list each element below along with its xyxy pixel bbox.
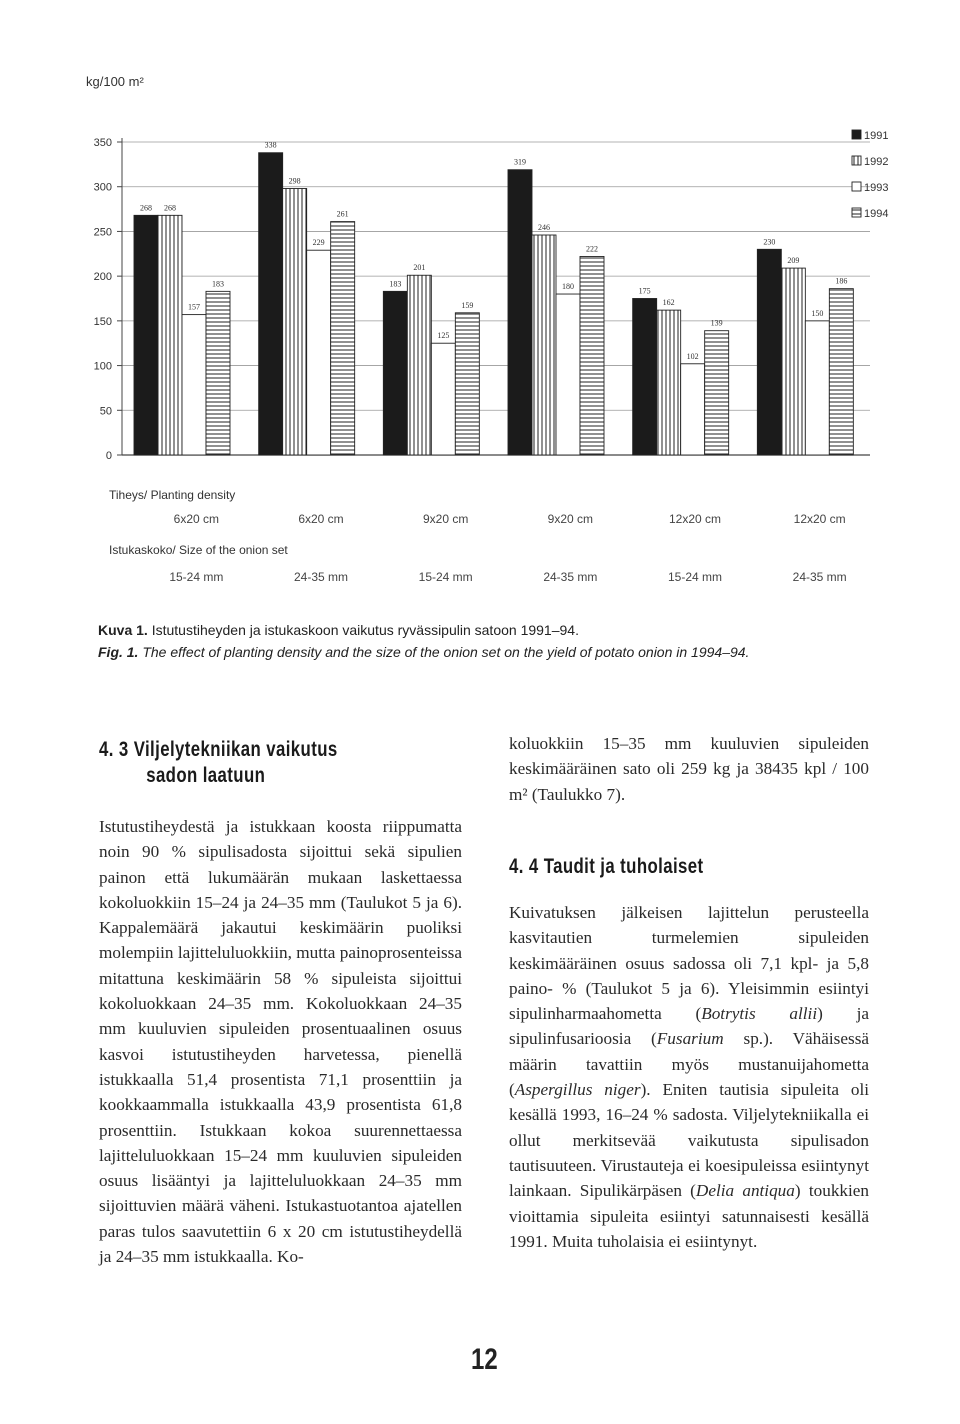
y-tick-label: 300 — [93, 181, 112, 194]
data-label: 102 — [686, 351, 699, 361]
bar-1991 — [633, 299, 657, 456]
bar-1994 — [705, 331, 729, 455]
legend-label-1991: 1991 — [864, 130, 889, 142]
figure-caption-en — [98, 644, 749, 660]
data-label: 222 — [586, 244, 598, 254]
legend-swatch-1992 — [852, 156, 861, 165]
s44-text-5: ) toukkien vioittamia sipuleita esiintyi satunnaisesti kesällä 1991. Muita tuholaisia ei esiintynyt. — [509, 1181, 870, 1251]
caption-fi-label: Kuva 1. — [98, 622, 148, 638]
y-tick-label: 250 — [93, 226, 112, 239]
page-number: 12 — [471, 1343, 498, 1376]
row2-cell: 15-24 mm — [418, 570, 473, 584]
data-label: 230 — [763, 237, 776, 247]
bar-1994 — [580, 256, 604, 455]
figure-caption-fi — [98, 622, 579, 638]
section-4-3-heading — [99, 737, 338, 789]
y-tick-label: 350 — [93, 137, 112, 149]
y-tick-label: 0 — [105, 450, 112, 462]
caption-fi-text: Istutustiheyden ja istukaskoon vaikutus ryvässipulin satoon 1991–94. — [151, 622, 579, 638]
row2-cell: 24-35 mm — [543, 570, 598, 584]
bar-1994 — [829, 289, 853, 455]
data-label: 139 — [710, 318, 723, 328]
bar-1991 — [508, 170, 532, 455]
section-4-3-body: Istutustiheydestä ja istukkaan koosta riippumatta noin 90 % sipulisadosta sijoittui sekä sipulien painon että lukumäärän mukaan laskettaessa kokoluokkiin 15–24 ja 24–35 mm (Taulukot 5 ja 6). Kappalemäärä jakautui keskimäärin puoliksi molempiin lajitteluluokkiin, mutta painoprosenteissa mitattuna keskimäärin 58 % sipuleista sijoittui kokoluokkaan 24–35 mm. Kokoluokkaan 24–35 mm kuuluvien sipuleiden prosentuaalinen osuus kasvoi istutustiheyden harvetessa, pienellä istukkaalla 51,4 prosentista 71,1 prosenttiin ja kookkaammalla istukkaalla 43,9 prosentista 61,8 prosenttiin. Istukkaan kokoa suurennettaessa lajitteluluokkaan 15–24 mm kuuluvien sipuleiden osuus lisääntyi ja lajitteluluokkaan 24–35 mm sijoittuvien määrä väheni. Istukastuotantoa ajatellen paras tulos saavutettiin 6 x 20 cm istutustiheydellä ja 24–35 mm istukkaalla. Ko- — [99, 817, 462, 1267]
y-tick-label: 200 — [93, 271, 112, 284]
bar-1991 — [134, 215, 158, 455]
data-label: 201 — [413, 263, 426, 273]
data-label: 125 — [437, 331, 450, 341]
bar-1994 — [455, 313, 479, 455]
legend-swatch-1993 — [852, 182, 861, 191]
set-size-row-label: Istukaskoko/ Size of the onion set — [109, 543, 288, 557]
row1-cell: 9x20 cm — [422, 512, 469, 526]
section-4-3-heading-line1: 4. 3 Viljelytekniikan vaikutus — [99, 738, 338, 761]
bar-1992 — [407, 275, 431, 455]
section-4-4-body — [509, 900, 869, 1254]
data-label: 180 — [562, 282, 574, 292]
data-label: 338 — [264, 140, 277, 150]
data-label: 157 — [188, 302, 200, 312]
row1-cell: 6x20 cm — [173, 512, 219, 526]
row2-cell: 15-24 mm — [169, 570, 224, 584]
bar-1992 — [657, 310, 681, 455]
bar-1992 — [781, 268, 805, 455]
y-tick-label: 150 — [93, 315, 112, 328]
aspergillus-name: Aspergillus niger — [514, 1080, 641, 1100]
data-label: 268 — [164, 203, 176, 213]
legend-label-1994: 1994 — [864, 208, 889, 220]
left-column-text — [99, 814, 462, 1269]
section-4-3-heading-line2: sadon laatuun — [146, 764, 266, 787]
legend-swatch-1994 — [852, 208, 861, 217]
section-4-4-heading: 4. 4 Taudit ja tuholaiset — [509, 855, 704, 878]
legend-label-1993: 1993 — [864, 182, 889, 194]
row1-cell: 6x20 cm — [298, 512, 344, 526]
bar-1992 — [283, 189, 307, 455]
legend-label-1992: 1992 — [864, 156, 889, 168]
bar-1992 — [158, 215, 182, 455]
row1-cell: 12x20 cm — [668, 512, 722, 526]
data-label: 209 — [787, 256, 800, 266]
section-4-3-continuation: koluokkiin 15–35 mm kuuluvien sipuleiden keskimääräinen sato oli 259 kg ja 38435 kpl / 100 m² (Taulukko 7). — [509, 734, 869, 804]
bar-1993 — [805, 321, 829, 455]
data-label: 162 — [662, 298, 675, 308]
botrytis-name: Botrytis allii — [701, 1004, 818, 1024]
data-labels-layer — [140, 141, 847, 361]
delia-name: Delia antiqua — [695, 1181, 795, 1201]
data-label: 319 — [514, 157, 526, 167]
data-label: 229 — [312, 238, 325, 248]
s44-text-1: Kuivatuksen jälkeisen lajittelun perusteella kasvitautien turmelemien sipuleiden keskimääräinen osuus sadossa oli 7,1 kpl- ja 5,8 paino- % (Taulukot 5 ja 6). Yleisimmin esiintyi sipulinharmaahometta ( — [509, 903, 869, 1024]
data-label: 150 — [811, 308, 824, 318]
data-label: 183 — [389, 279, 402, 289]
y-axis-unit-label: kg/100 m² — [86, 74, 144, 89]
density-row-label: Tiheys/ Planting density — [109, 488, 236, 502]
legend-swatch-1991 — [852, 130, 861, 139]
right-column-continuation — [509, 731, 869, 807]
data-label: 159 — [461, 300, 474, 310]
s44-text-2: ) ja sipulinfusarioosia ( — [509, 1004, 869, 1049]
s44-text-4: ). Eniten tautisia sipuleita oli kesällä 1993, 16–24 % sadosta. Viljelytekniikalla ei ollut merkitsevää vaikutusta sipulisadon tautisuuteen. Virustauteja ei koesipuleissa esiintynyt lainkaan. Sipulikärpäsen ( — [509, 1080, 869, 1201]
bar-1993 — [556, 294, 580, 455]
caption-en-label: Fig. 1. — [98, 644, 139, 660]
bar-1994 — [206, 291, 230, 455]
bar-1992 — [532, 235, 556, 455]
row2-cell: 15-24 mm — [667, 570, 723, 584]
bar-1991 — [383, 291, 407, 455]
row2-cell: 24-35 mm — [293, 570, 349, 584]
y-tick-label: 50 — [99, 405, 112, 418]
bar-1993 — [307, 250, 331, 455]
data-label: 183 — [212, 279, 224, 289]
legend — [852, 130, 888, 220]
bars-layer — [134, 153, 853, 455]
bar-1993 — [681, 364, 705, 455]
data-label: 268 — [140, 203, 152, 213]
row2-cell: 24-35 mm — [792, 570, 847, 584]
data-label: 186 — [835, 276, 848, 286]
bar-1993 — [431, 343, 455, 455]
fusarium-name: Fusarium — [656, 1029, 724, 1049]
data-label: 246 — [538, 223, 550, 233]
caption-en-text: The effect of planting density and the size of the onion set on the yield of potato onion in 1994–94. — [142, 644, 750, 660]
s44-text-3: sp.). Vähäisessä määrin tavattiin myös mustanuijahometta ( — [509, 1029, 870, 1100]
row1-cell: 9x20 cm — [547, 512, 593, 526]
data-label: 175 — [638, 286, 651, 296]
y-tick-label: 100 — [93, 360, 112, 373]
data-label: 261 — [336, 209, 349, 219]
yield-bar-chart — [0, 0, 960, 470]
data-label: 298 — [288, 176, 301, 186]
bar-1991 — [259, 153, 283, 455]
bar-1994 — [331, 222, 355, 455]
bar-1993 — [182, 315, 206, 455]
row1-cell: 12x20 cm — [793, 512, 846, 526]
bar-1991 — [757, 249, 781, 455]
